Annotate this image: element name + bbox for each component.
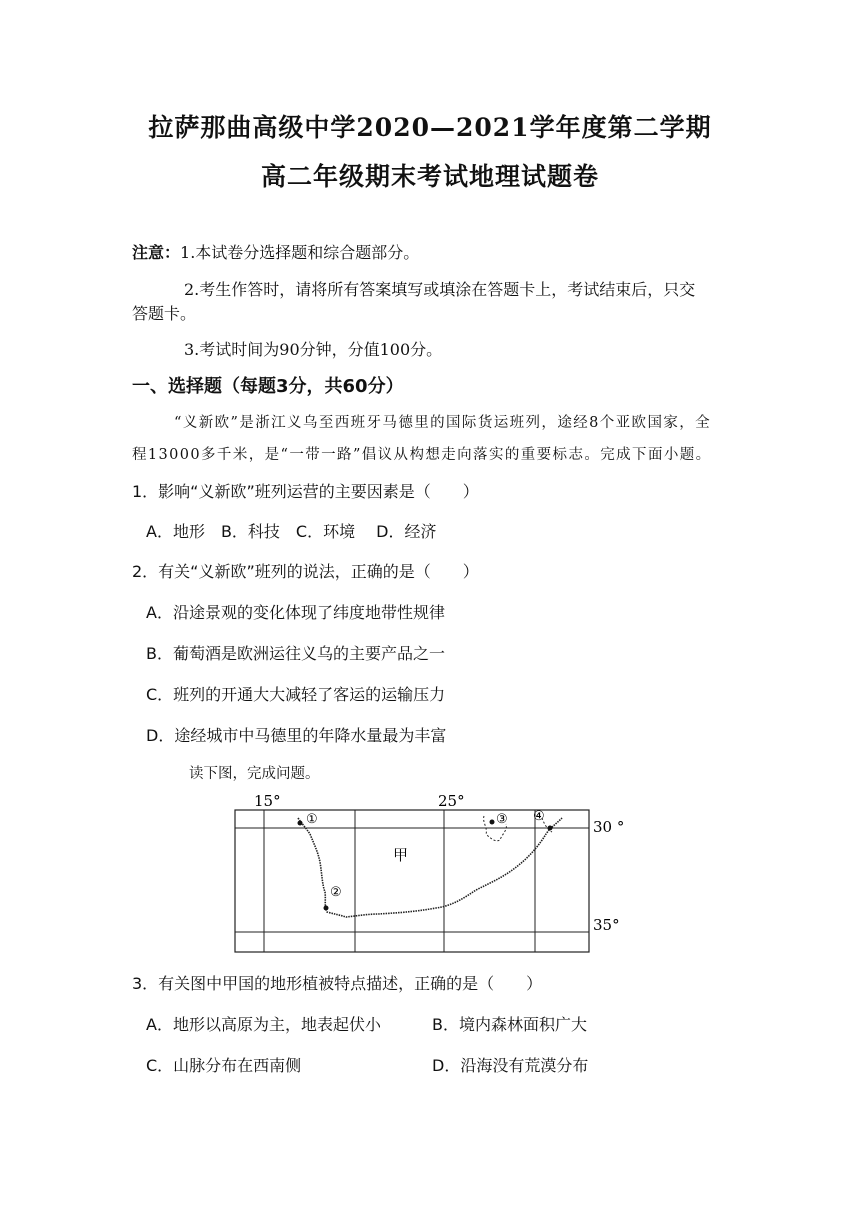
notice-item3: 3.考试时间为90分钟，分值100分。 — [184, 340, 443, 359]
map-marker-4: ④ — [533, 809, 545, 824]
q2-option-c: C．班列的开通大大减轻了客运的运输压力 — [146, 685, 446, 704]
intro-line1: “义新欧”是浙江义乌至西班牙马德里的国际货运班列，途经8个亚欧国家，全 — [174, 415, 712, 431]
map-country-label: 甲 — [393, 846, 409, 864]
map-lon-15: 15° — [254, 792, 281, 810]
q3-option-d: D．沿海没有荒漠分布 — [432, 1056, 589, 1075]
exam-title-line2: 高二年级期末考试地理试题卷 — [260, 162, 599, 191]
q2-stem: 2．有关“义新欧”班列的说法，正确的是（ ） — [132, 562, 479, 581]
notice-line1 — [132, 240, 419, 263]
map-marker-2: ② — [330, 885, 342, 900]
map-marker-1: ① — [306, 812, 318, 827]
q2-option-b: B．葡萄酒是欧洲运往义乌的主要产品之一 — [146, 644, 445, 663]
q1-options: A．地形 B．科技 C．环境 D．经济 — [146, 522, 437, 541]
q3-option-a: A．地形以高原为主，地表起伏小 — [146, 1015, 381, 1034]
q1-stem: 1．影响“义新欧”班列运营的主要因素是（ ） — [132, 482, 479, 501]
q2-option-a: A．沿途景观的变化体现了纬度地带性规律 — [146, 603, 445, 622]
notice-item2b: 答题卡。 — [132, 304, 197, 323]
q3-option-c: C．山脉分布在西南侧 — [146, 1056, 302, 1075]
map-marker-3: ③ — [496, 812, 508, 827]
notice-item2a: 2.考生作答时，请将所有答案填写或填涂在答题卡上，考试结束后，只交 — [184, 280, 696, 299]
city-dot — [490, 820, 495, 825]
coastline — [298, 818, 562, 917]
section1-title: 一、选择题（每题3分，共60分） — [132, 376, 404, 397]
city-dot — [298, 821, 303, 826]
southern-africa-map — [230, 790, 650, 960]
map-lat-35: 35° — [593, 916, 620, 934]
q3-stem: 3．有关图中甲国的地形植被特点描述，正确的是（ ） — [132, 974, 543, 993]
exam-title-line1: 拉萨那曲高级中学2020—2021学年度第二学期 — [148, 113, 712, 142]
notice-label: 注意： — [132, 243, 181, 262]
map-lat-30: 30 ° — [593, 818, 625, 836]
city-dot — [548, 826, 553, 831]
map-frame — [235, 810, 589, 952]
map-lon-25: 25° — [438, 792, 465, 810]
notice-item1: 1.本试卷分选择题和综合题部分。 — [180, 243, 420, 262]
read-map-instruction: 读下图，完成问题。 — [189, 766, 320, 782]
intro-line2: 程13000多千米，是“一带一路”倡议从构想走向落实的重要标志。完成下面小题。 — [132, 447, 712, 463]
q2-option-d: D．途经城市中马德里的年降水量最为丰富 — [146, 726, 447, 745]
city-dot — [324, 906, 329, 911]
q3-option-b: B．境内森林面积广大 — [432, 1015, 587, 1034]
